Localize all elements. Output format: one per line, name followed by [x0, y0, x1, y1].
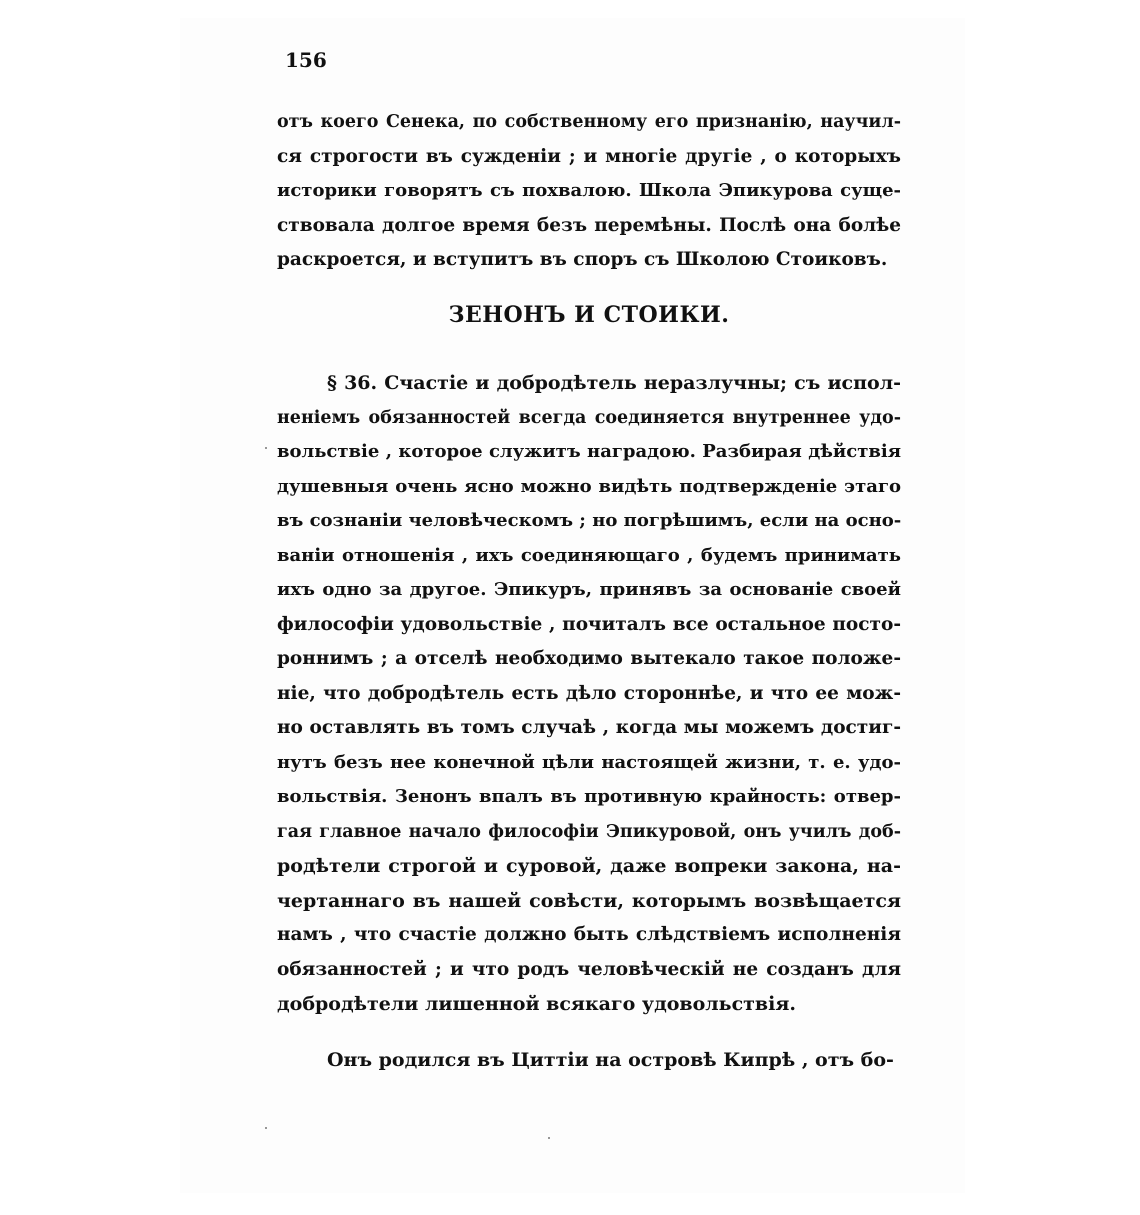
text-line: обязанностей ; и что родъ человѣческій не созданъ для: [277, 958, 901, 980]
print-speck: [548, 1137, 550, 1139]
text-line: намъ , что счастіе должно быть слѣдствіемъ исполненія: [277, 924, 901, 945]
text-line: но оставлять въ томъ случаѣ , когда мы можемъ достиг-: [277, 717, 901, 738]
section-heading: ЗЕНОНЪ И СТОИКИ.: [448, 302, 730, 328]
text-line: ніе, что добродѣтель есть дѣло стороннѣе, и что ее мож-: [277, 682, 901, 704]
text-line: неніемъ обязанностей всегда соединяется внутреннее удо-: [277, 407, 901, 428]
text-line: отъ коего Сенека, по собственному его признанію, научил-: [277, 112, 901, 132]
text-line: историки говорятъ съ похвалою. Школа Эпикурова суще-: [277, 180, 901, 201]
paragraph-section-36: [277, 366, 901, 1022]
text-line: § 36. Счастіе и добродѣтель неразлучны; съ испол-: [327, 372, 901, 394]
text-line: ваніи отношенія , ихъ соединяющаго , будемъ принимать: [277, 544, 901, 566]
text-line: вольствіе , которое служитъ наградою. Разбирая дѣйствія: [277, 441, 901, 462]
text-line: добродѣтели лишенной всякаго удовольствія.: [277, 993, 796, 1015]
text-line: ихъ одно за другое. Эпикуръ, принявъ за основаніе своей: [277, 579, 901, 600]
text-line: чертаннаго въ нашей совѣсти, которымъ возвѣщается: [277, 889, 901, 912]
text-line: въ сознаніи человѣческомъ ; но погрѣшимъ, если на осно-: [277, 510, 902, 531]
text-line: ствовала долгое время безъ перемѣны. Послѣ она болѣе: [277, 214, 901, 236]
text-line: гая главное начало философіи Эпикуровой, онъ училъ доб-: [277, 821, 901, 842]
paragraph-zeno-birth: [277, 1043, 901, 1078]
text-line: родѣтели строгой и суровой, даже вопреки закона, на-: [277, 855, 901, 877]
text-line: нутъ безъ нее конечной цѣли настоящей жизни, т. е. удо-: [277, 751, 901, 773]
paragraph-epicurus-school: [277, 105, 901, 278]
text-line: раскроется, и вступитъ въ споръ съ Школою Стоиковъ.: [277, 249, 888, 270]
print-speck: [265, 1127, 267, 1129]
text-line: философіи удовольствіе , почиталъ все остальное посто-: [277, 613, 901, 635]
text-line: вольствія. Зенонъ впалъ въ противную крайность: отвер-: [277, 786, 901, 807]
print-speck: [265, 447, 267, 449]
text-line: ся строгости въ сужденіи ; и многіе другіе , о которыхъ: [277, 145, 901, 167]
text-line: Онъ родился въ Циттіи на островѣ Кипрѣ , отъ бо-: [327, 1049, 894, 1071]
text-line: роннимъ ; а отселѣ необходимо вытекало такое положе-: [277, 648, 901, 669]
page-number: 156: [285, 48, 327, 72]
text-line: душевныя очень ясно можно видѣть подтвержденіе этаго: [277, 475, 901, 497]
